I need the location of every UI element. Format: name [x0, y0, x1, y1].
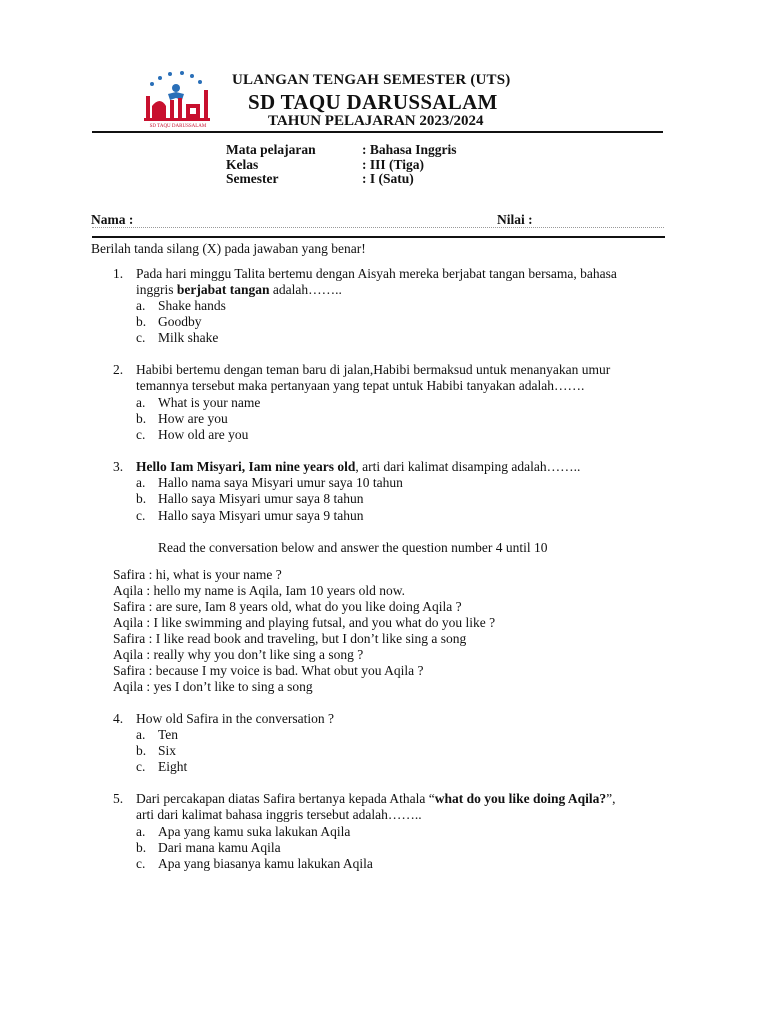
question-text: Pada hari minggu Talita bertemu dengan Aisyah mereka berjabat tangan bersama, bahasa: [136, 266, 617, 281]
question-number: 2.: [113, 362, 124, 377]
option-text: Milk shake: [158, 330, 219, 345]
question-text: Dari percakapan diatas Safira bertanya kepada Athala “what do you like doing Aqila?”,: [136, 791, 616, 806]
option-text: Goodby: [158, 314, 202, 329]
option-letter: a.: [136, 475, 146, 490]
academic-year: TAHUN PELAJARAN 2023/2024: [268, 113, 484, 129]
option-letter: c.: [136, 508, 146, 523]
conversation-line: Safira : are sure, Iam 8 years old, what do you like doing Aqila ?: [113, 599, 462, 614]
option-text: Six: [158, 743, 177, 758]
option-text: How are you: [158, 411, 228, 426]
question-text: arti dari kalimat bahasa inggris tersebut adalah……..: [136, 807, 422, 822]
option-text: Hallo nama saya Misyari umur saya 10 tahun: [158, 475, 403, 490]
option-letter: c.: [136, 759, 146, 774]
conversation-line: Safira : I like read book and traveling, but I don’t like sing a song: [113, 631, 467, 646]
score-label: Nilai :: [497, 212, 533, 227]
option-letter: a.: [136, 824, 146, 839]
option-letter: b.: [136, 743, 147, 758]
logo-caption: SD TAQU DARUSSALAM: [149, 124, 207, 129]
semester-value: : I (Satu): [362, 171, 414, 186]
option-letter: a.: [136, 298, 146, 313]
option-text: Dari mana kamu Aqila: [158, 840, 281, 855]
question-number: 5.: [113, 791, 124, 806]
question-text: temannya tersebut maka pertanyaan yang tepat untuk Habibi tanyakan adalah…….: [136, 378, 585, 393]
name-line: [92, 227, 664, 228]
conversation-line: Aqila : really why you don’t like sing a song ?: [113, 647, 364, 662]
option-letter: b.: [136, 314, 147, 329]
option-letter: b.: [136, 491, 147, 506]
option-text: Eight: [158, 759, 188, 774]
class-value: : III (Tiga): [362, 157, 425, 172]
option-letter: a.: [136, 395, 146, 410]
option-text: Ten: [158, 727, 179, 742]
option-text: Shake hands: [158, 298, 226, 313]
option-letter: c.: [136, 427, 146, 442]
conversation-line: Aqila : I like swimming and playing futsal, and you what do you like ?: [113, 615, 496, 630]
semester-label: Semester: [226, 171, 279, 186]
exam-title: ULANGAN TENGAH SEMESTER (UTS): [232, 72, 511, 88]
class-label: Kelas: [226, 157, 259, 172]
question-text: inggris berjabat tangan adalah……..: [136, 282, 342, 297]
conversation-line: Safira : because I my voice is bad. What obut you Aqila ?: [113, 663, 424, 678]
option-text: Apa yang kamu suka lakukan Aqila: [158, 824, 351, 839]
info-divider: [92, 236, 665, 238]
option-text: Apa yang biasanya kamu lakukan Aqila: [158, 856, 373, 871]
option-text: Hallo saya Misyari umur saya 8 tahun: [158, 491, 364, 506]
question-number: 4.: [113, 711, 124, 726]
option-letter: b.: [136, 840, 147, 855]
instruction: Berilah tanda silang (X) pada jawaban yang benar!: [91, 241, 366, 256]
option-text: Hallo saya Misyari umur saya 9 tahun: [158, 508, 364, 523]
school-name: SD TAQU DARUSSALAM: [248, 90, 498, 114]
option-text: What is your name: [158, 395, 261, 410]
question-text: Habibi bertemu dengan teman baru di jalan,Habibi bermaksud untuk menanyakan umur: [136, 362, 611, 377]
school-logo-icon: [138, 70, 218, 132]
option-letter: a.: [136, 727, 146, 742]
option-letter: b.: [136, 411, 147, 426]
conversation-line: Aqila : hello my name is Aqila, Iam 10 years old now.: [113, 583, 405, 598]
reading-instruction: Read the conversation below and answer the question number 4 until 10: [158, 540, 548, 555]
question-text: Hello Iam Misyari, Iam nine years old, arti dari kalimat disamping adalah……..: [136, 459, 581, 474]
conversation-line: Aqila : yes I don’t like to sing a song: [113, 679, 313, 694]
option-letter: c.: [136, 856, 146, 871]
subject-value: : Bahasa Inggris: [362, 142, 457, 157]
header-divider: [92, 131, 663, 133]
subject-label: Mata pelajaran: [226, 142, 316, 157]
option-letter: c.: [136, 330, 146, 345]
student-name-label: Nama :: [91, 212, 134, 227]
question-number: 1.: [113, 266, 124, 281]
question-number: 3.: [113, 459, 124, 474]
question-text: How old Safira in the conversation ?: [136, 711, 334, 726]
option-text: How old are you: [158, 427, 249, 442]
conversation-line: Safira : hi, what is your name ?: [113, 567, 282, 582]
